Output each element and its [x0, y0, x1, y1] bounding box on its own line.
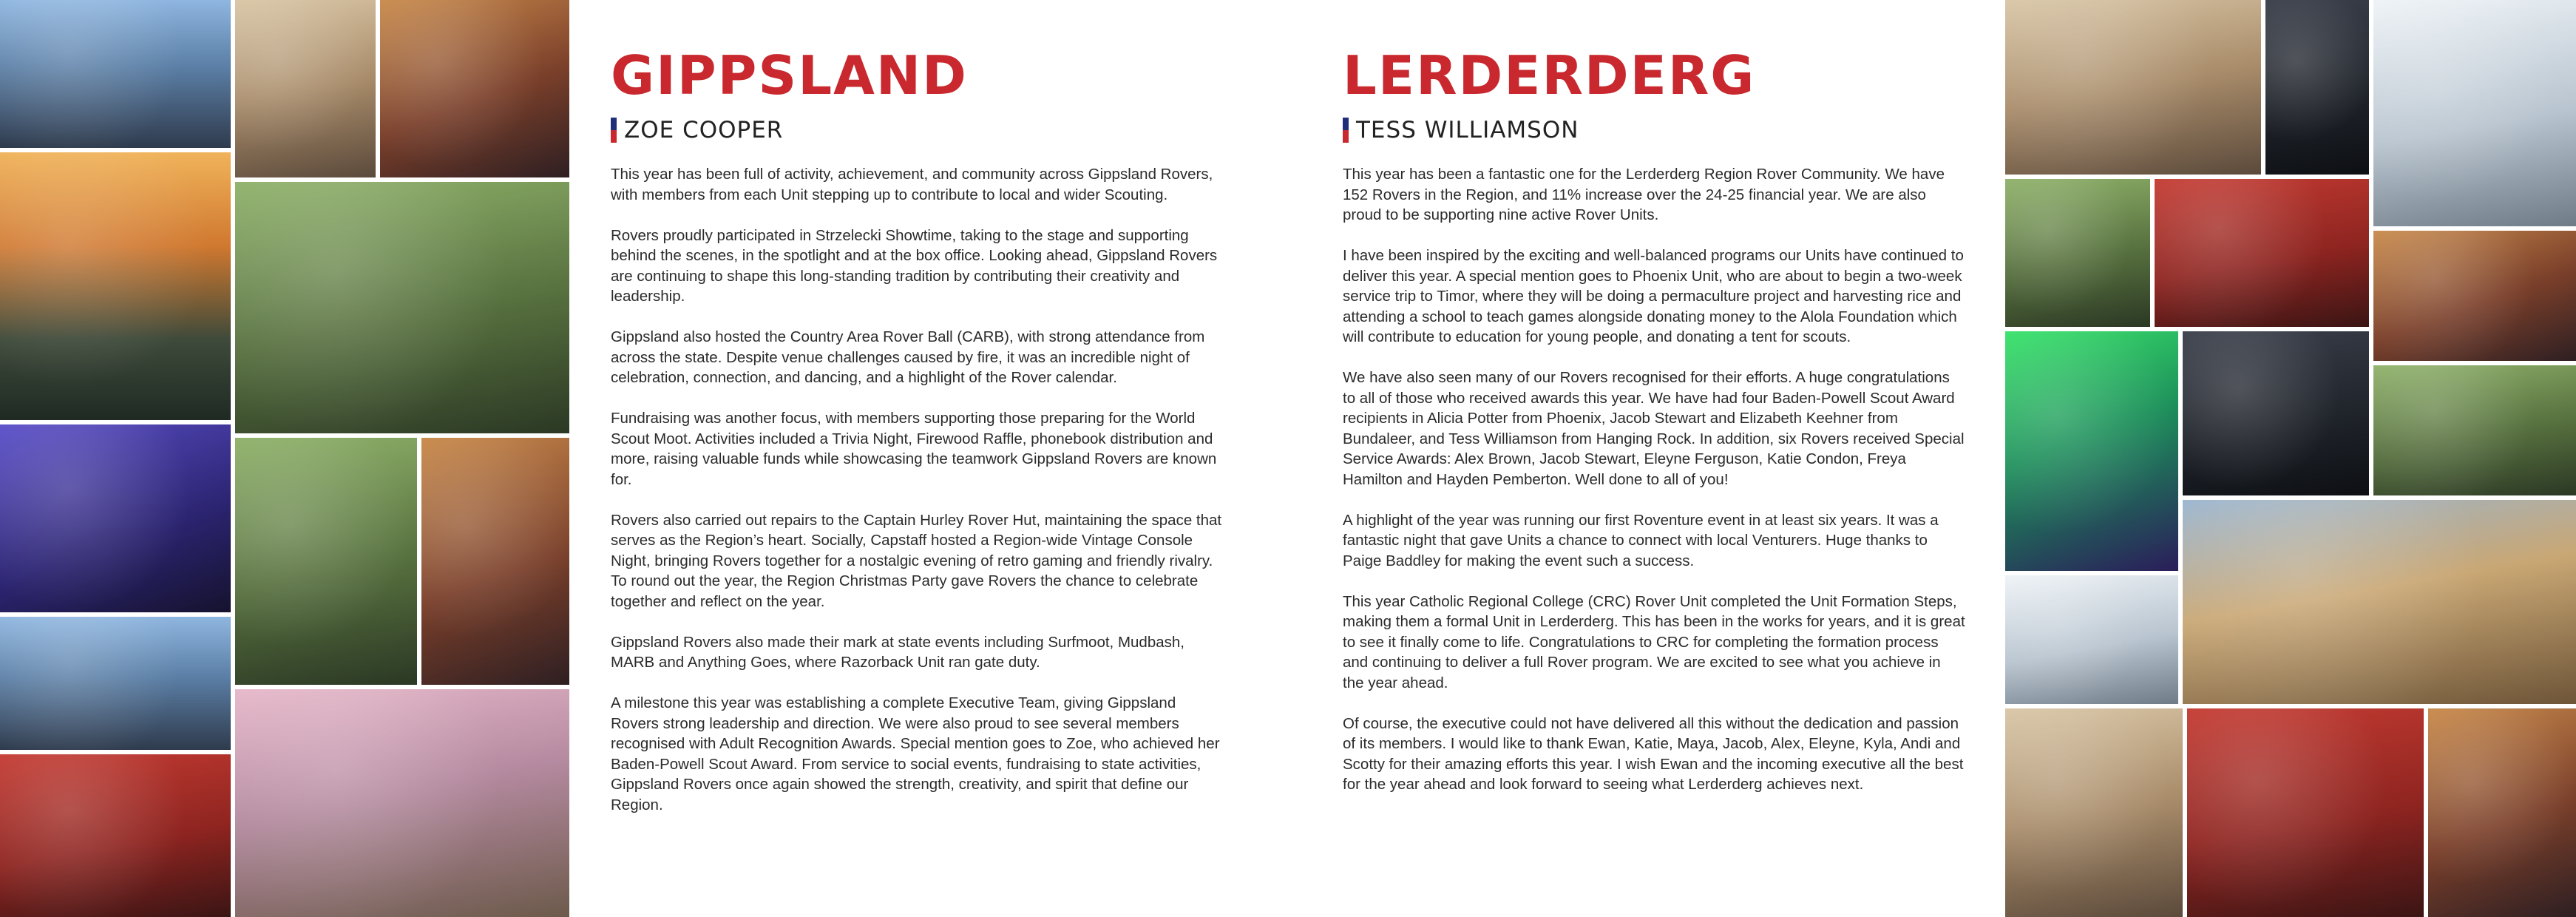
photo-costume-group [2005, 0, 2261, 175]
author-accent-bar [611, 118, 617, 143]
photo-group-beach [0, 0, 231, 148]
photo-hut-repairs [235, 438, 417, 685]
left-photo-collage [0, 0, 569, 917]
right-photo-collage [2005, 0, 2576, 917]
photo-hall-group [2005, 708, 2183, 917]
photo-large-group [2183, 500, 2576, 704]
photo-sunset-selfie [0, 152, 231, 420]
photo-costume-indoor [2428, 708, 2576, 917]
photo-party-hats [421, 438, 569, 685]
lerderderg-paragraph: I have been inspired by the exciting and well-balanced programs our Units have continued to deliver this year. A special mention goes to Phoenix Unit, who are about to begin a two-week service trip to Timor, where they will be doing a permaculture project and harvesting rice and attending a school to teach games alongside donating money to the Alola Foundation which will contribute to education for young people, and donating a tent for scouts. [1343, 247, 1964, 345]
lerderderg-title: LERDERDERG [1343, 44, 1756, 106]
lerderderg-paragraph: This year has been a fantastic one for the Lerderderg Region Rover Community. We have 152 Rovers in the Region, and 11% increase over the 24-25 financial year. We are also proud to be supporting nine active Rover Units. [1343, 166, 1945, 223]
photo-fire-truck [2187, 708, 2424, 917]
photo-rover-ball [0, 424, 231, 612]
photo-roller-skating [0, 617, 231, 750]
gippsland-paragraph: Fundraising was another focus, with members supporting those preparing for the World Scout Moot. Activities included a Trivia Night, Firewood Raffle, phonebook distribution and more, raising valuable funds while showcasing the teamwork Gippsland Rovers are known for. [611, 410, 1217, 488]
lerderderg-paragraph: Of course, the executive could not have delivered all this without the dedication and passion of its members. I would like to thank Ewan, Katie, Maya, Jacob, Alex, Eleyne, Kyla, Andi and Scotty for their amazing efforts this year. I wish Ewan and the incoming executive all the best for the year ahead and look forward to seeing what Lerderderg achieves next. [1343, 714, 1964, 793]
lerderderg-body [1343, 164, 1965, 815]
gippsland-paragraph: Rovers proudly participated in Strzelecki Showtime, taking to the stage and supporting behind the scenes, in the spotlight and at the box office. Looking ahead, Gippsland Rovers are continuing to shape this long-standing tradition by contributing their creativity and leadership. [611, 226, 1218, 305]
gippsland-paragraph: A milestone this year was establishing a complete Executive Team, giving Gippsland Rovers strong leadership and direction. We were also proud to see several members recognised with Adult Recognition Awards. Special mention goes to Zoe, who achieved her Baden-Powell Scout Award. From service to social events, fundraising to state activities, Gippsland Rovers once again showed the strength, creativity, and spirit that define our Region. [611, 694, 1220, 813]
photo-group-meeting [235, 689, 569, 917]
gippsland-body [611, 164, 1223, 836]
lerderderg-author-name: TESS WILLIAMSON [1356, 117, 1579, 143]
photo-dinner-table [380, 0, 569, 177]
photo-home-sign [2183, 331, 2369, 495]
gippsland-paragraph: Rovers also carried out repairs to the Captain Hurley Rover Hut, maintaining the space that serves as the Region’s heart. Socially, Capstaff hosted a Region-wide Vintage Console Night, bringing Rovers together for a nostalgic evening of retro gaming and friendly rivalry. To round out the year, the Region Christmas Party gave Rovers the chance to celebrate together and reflect on the year. [611, 511, 1222, 610]
gippsland-paragraph: Gippsland also hosted the Country Area Rover Ball (CARB), with strong attendance from across the state. Despite venue challenges caused by fire, it was an incredible night of celebration, connection, and dancing, and a highlight of the Rover calendar. [611, 328, 1205, 386]
photo-dj-stage [2005, 331, 2178, 571]
photo-card-games [2155, 179, 2369, 327]
gippsland-author-name: ZOE COOPER [624, 117, 784, 143]
photo-scout-uniform [235, 0, 376, 177]
photo-car-cleaning [235, 182, 569, 433]
lerderderg-paragraph: A highlight of the year was running our first Roventure event in at least six years. It was a fantastic night that gave Units a chance to connect with local Venturers. Huge thanks to Paige Baddley for making the event such a success. [1343, 511, 1939, 569]
lerderderg-paragraph: This year Catholic Regional College (CRC) Rover Unit completed the Unit Formation Steps, making them a formal Unit in Lerderderg. This has been in the works for years, and it is great to see it finally come to life. Congratulations to CRC for completing the formation process and continuing to deliver a full Rover program. We are excited to see what you achieve in the year ahead. [1343, 592, 1965, 691]
author-accent-bar [1343, 118, 1349, 143]
photo-awards-group [2373, 231, 2576, 361]
photo-selfie-outdoors [0, 754, 231, 917]
gippsland-title: GIPPSLAND [611, 44, 968, 106]
photo-4wd-group [2373, 365, 2576, 495]
gippsland-paragraph: This year has been full of activity, achievement, and community across Gippsland Rovers, with members from each Unit stepping up to contribute to local and wider Scouting. [611, 166, 1213, 203]
lerderderg-author [1343, 117, 1579, 143]
photo-hiking-selfie [2005, 179, 2150, 327]
photo-snow-group [2005, 575, 2178, 704]
lerderderg-paragraph: We have also seen many of our Rovers recognised for their efforts. A huge congratulations to all of those who received awards this year. We have had four Baden-Powell Scout Award recipients in Alicia Potter from Phoenix, Jacob Stewart and Elizabeth Keehner from Bundaleer, and Tess Williamson from Hanging Rock. In addition, six Rovers received Special Service Awards: Alex Brown, Jacob Stewart, Eleyne Ferguson, Katie Condon, Freya Hamilton and Hayden Pemberton. Well done to all of you! [1343, 369, 1965, 488]
photo-snow-selfie [2373, 0, 2576, 226]
gippsland-paragraph: Gippsland Rovers also made their mark at state events including Surfmoot, Mudbash, MARB and Anything Goes, where Razorback Unit ran gate duty. [611, 633, 1184, 671]
photo-night-portrait [2265, 0, 2369, 175]
gippsland-author [611, 117, 783, 143]
